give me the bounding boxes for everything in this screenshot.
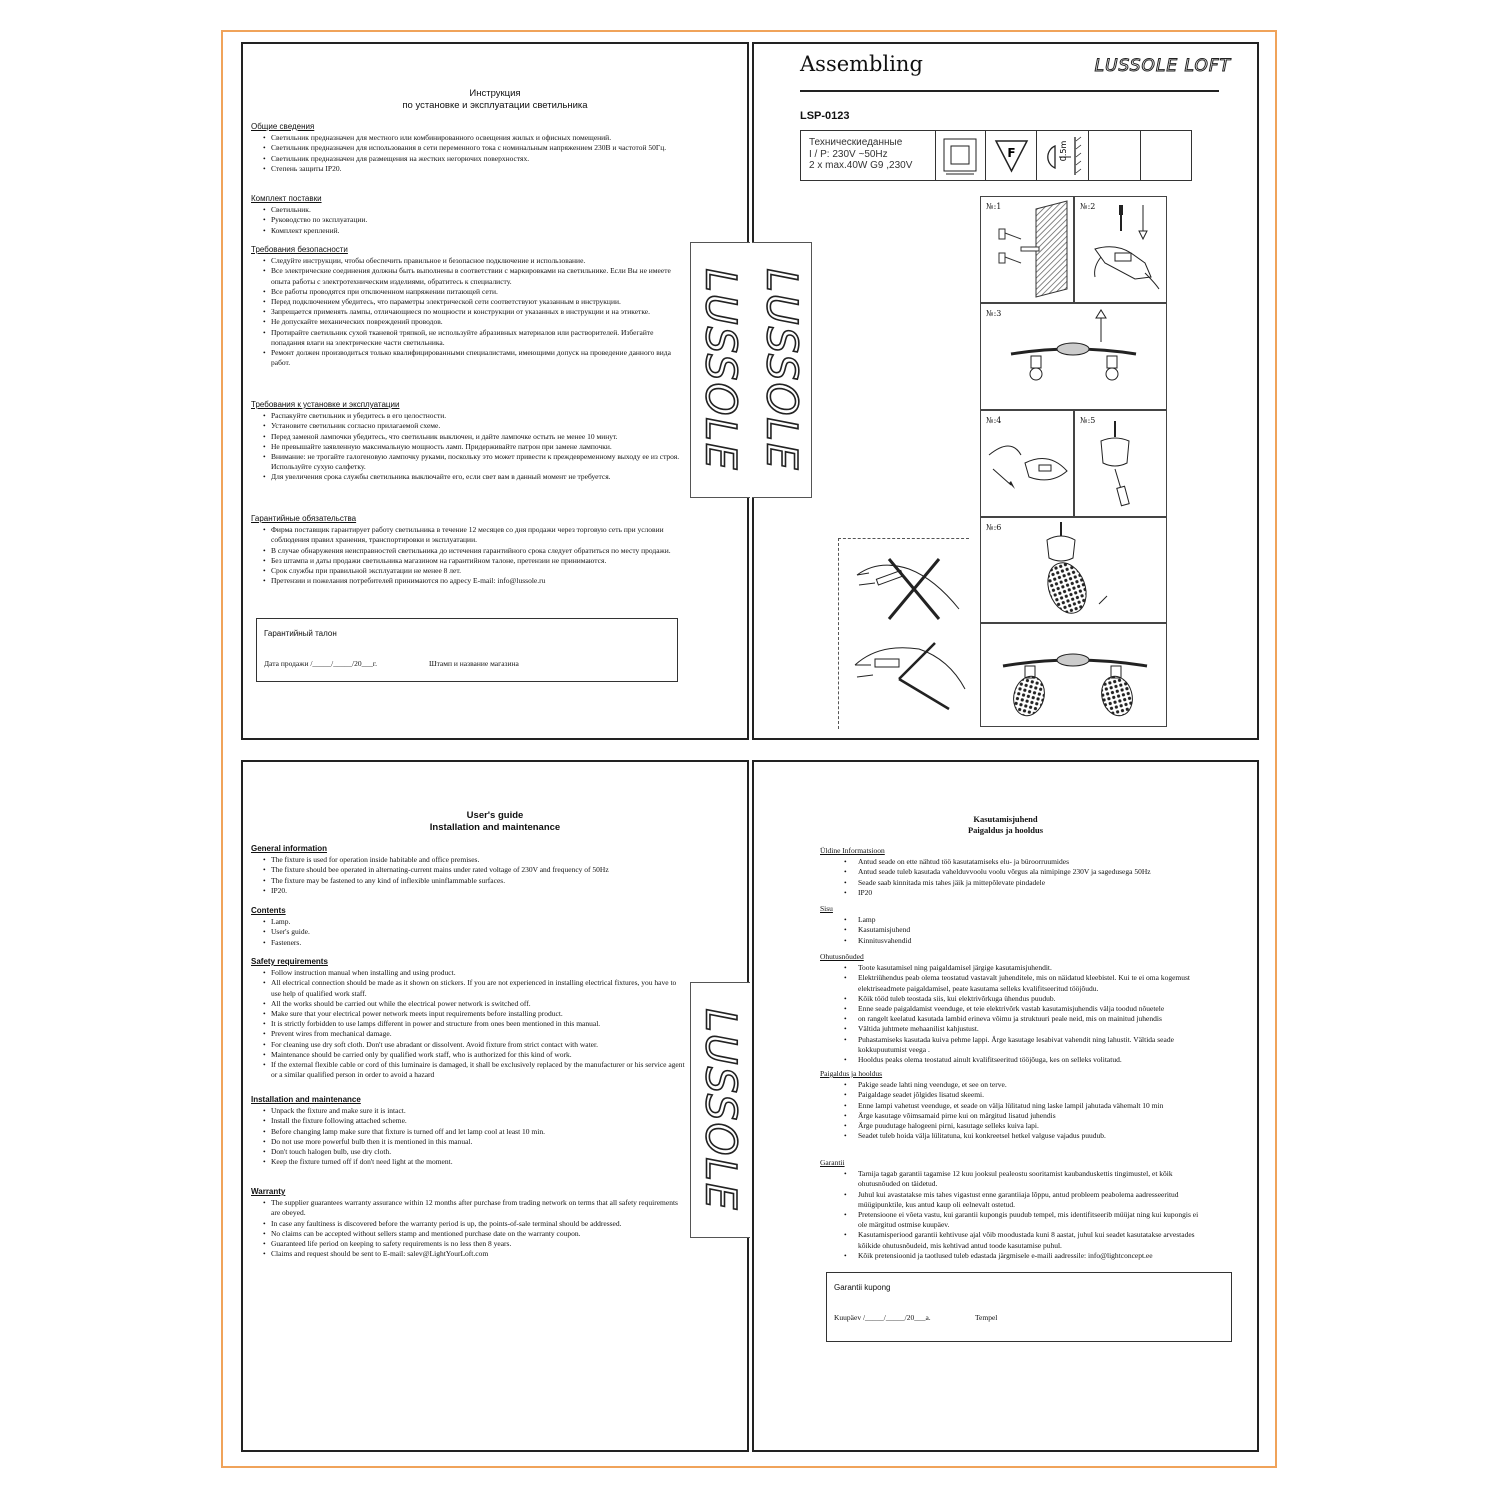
et-warranty-section xyxy=(820,1158,1205,1261)
en-contents-heading: Contents xyxy=(251,906,286,915)
list-item: • Внимание: не трогайте галогеновую лампочку руками, поскольку это может привести к преждевременному выходу ее из строя. Используйте сухую салфетку. xyxy=(251,452,685,472)
list-item: • Все работы проводятся при отключенном напряжении питающей сети. xyxy=(251,287,685,297)
list-item: • Juhul kui avastatakse mis tahes vigastust enne garantiiaja lõppu, antud probleem peabolema aadresseeritud müügipunktile, kus antud kaup oli eelnevalt ostetud. xyxy=(820,1190,1205,1210)
en-warranty-heading: Warranty xyxy=(251,1187,286,1196)
en-install-heading: Installation and maintenance xyxy=(251,1095,361,1104)
list-item: • User's guide. xyxy=(251,927,681,937)
estonian-instructions-panel xyxy=(752,760,1259,1452)
wall-mount-illustration xyxy=(981,197,1073,302)
bulb-insert-illustration xyxy=(1075,411,1166,516)
et-title-line1: Kasutamisjuhend xyxy=(973,814,1038,824)
list-item: • In case any faultiness is discovered before the warranty period is up, the points-of-sale terminal should be addressed. xyxy=(251,1219,685,1229)
en-general-heading: General information xyxy=(251,844,328,853)
ru-general-section xyxy=(251,122,681,174)
list-item: • Install the fixture following attached scheme. xyxy=(251,1116,685,1126)
assembled-fixture-diagram xyxy=(980,623,1167,727)
step-label: №:5 xyxy=(1080,416,1096,425)
title-divider xyxy=(800,90,1219,92)
en-title-line2: Installation and maintenance xyxy=(429,822,561,833)
step-5-diagram xyxy=(1074,410,1167,517)
list-item: • Kinnitusvahendid xyxy=(820,936,1191,946)
list-item: • Не допускайте механических повреждений проводов. xyxy=(251,317,685,327)
ru-warranty-section xyxy=(251,514,681,586)
step-label: №:3 xyxy=(986,309,1002,318)
list-item: • Toote kasutamisel ning paigaldamisel järgige kasutamisjuhendit. xyxy=(820,963,1205,973)
list-item: • Pretensioone ei võeta vastu, kui garantii kupongis puudub tempel, mis identifitseerib müüjat ning kui kupongis ei ole märgitud ostmise kuupäev. xyxy=(820,1210,1205,1230)
list-item: • Maintenance should be carried only by qualified work staff, who is authorized for this kind of work. xyxy=(251,1050,685,1060)
ru-install-heading: Требования к установке и эксплуатации xyxy=(251,400,400,409)
list-item: • Pakige seade lahti ning veenduge, et see on terve. xyxy=(820,1080,1205,1090)
list-item: • Протирайте светильник сухой тканевой тряпкой, не используйте абразивных материалов или растворителей. Избегайте попадания влаги на электрические части светильника. xyxy=(251,328,685,348)
list-item: • Не превышайте заявленную максимальную мощность ламп. Придерживайте патрон при замене лампочки. xyxy=(251,442,685,452)
en-title xyxy=(243,810,747,834)
distance-text: 0.5m xyxy=(1059,140,1068,162)
list-item: • Фирма поставщик гарантирует работу светильника в течение 12 месяцев со дня продажи через торговую сеть при условии соблюдения правил хранения, транспортировки и эксплуатации. xyxy=(251,525,681,545)
list-item: • Guaranteed life period on keeping to safety requirements is no less then 8 years. xyxy=(251,1239,685,1249)
ru-install-section xyxy=(251,400,685,483)
ru-coupon-stamp: Штамп и название магазина xyxy=(429,659,519,668)
list-item: • Don't touch halogen bulb, use dry cloth. xyxy=(251,1147,685,1157)
list-item: • Kõik pretensioonid ja taotlused tuleb edastada järgmisele e-maili aadressile: info@lightconcept.ee xyxy=(820,1251,1205,1261)
list-item: • For cleaning use dry soft cloth. Don't use abradant or dissolvent. Avoid fixture from strict contact with water. xyxy=(251,1040,685,1050)
list-item: • The fixture is used for operation inside habitable and office premises. xyxy=(251,855,681,865)
list-item: • Запрещается применять лампы, отличающиеся по мощности и конструкции от указанных в инструкции и на этикетке. xyxy=(251,307,685,317)
et-title xyxy=(754,814,1257,836)
list-item: • IP20 xyxy=(820,888,1191,898)
en-safety-section xyxy=(251,957,685,1080)
list-item: • IP20. xyxy=(251,886,681,896)
ru-contents-heading: Комплект поставки xyxy=(251,194,322,203)
et-title-line2: Paigaldus ja hooldus xyxy=(967,825,1044,835)
en-title-line1: User's guide xyxy=(466,810,524,821)
et-install-section xyxy=(820,1069,1205,1141)
list-item: • on rangelt keelatud kasutada lambid erineva võimu ja struktuuri peale neid, mis on mainitud juhendis xyxy=(820,1014,1205,1024)
list-item: • The fixture should bee operated in alternating-current mains under rated voltage of 230V and frequency of 50Hz xyxy=(251,865,681,875)
list-item: • Все электрические соединения должны быть выполнены в соответствии с маркировками на светильнике. Если Вы не имеете опыта работы с электротехническим изделиями, обратитесь к специалисту. xyxy=(251,266,685,286)
list-item: • Установите светильник согласно прилагаемой схеме. xyxy=(251,421,685,431)
bulb-removal-illustration xyxy=(981,411,1073,516)
english-instructions-panel xyxy=(241,760,749,1452)
list-item: • Before changing lamp make sure that fixture is turned off and let lamp cool at least 10 min. xyxy=(251,1127,685,1137)
hand-warning-illustration xyxy=(838,538,969,729)
list-item: • All the works should be carried out while the electrical power network is switched off. xyxy=(251,999,685,1009)
list-item: • Lamp xyxy=(820,915,1191,925)
en-contents-section xyxy=(251,906,681,948)
spec-text xyxy=(809,137,912,172)
list-item: • Elektriühendus peab olema teostatud vastavalt juhenditele, mis on näidatud kleebistel. Kui te ei oma kogemust elektriseadmete paigaldamisel, peate kasutama selleks kvalifitseeritud tööjõudu. xyxy=(820,973,1205,993)
et-warranty-coupon xyxy=(826,1272,1232,1342)
ru-contents-section xyxy=(251,194,681,236)
list-item: • Kasutamisperiood garantii kehtivuse ajal võib moodustada kuni 8 aastat, juhul kui seadet kasutatakse arvestades kõikide ohutusnõudeid, mis kehtivad antud toode kasutamise puhul. xyxy=(820,1230,1205,1250)
list-item: • Fasteners. xyxy=(251,938,681,948)
list-item: • Перед заменой лампочки убедитесь, что светильник выключен, и дайте лампочке остыть не менее 10 минут. xyxy=(251,432,685,442)
list-item: • Ärge kasutage võimsamaid pirne kui on märgitud lisatud juhendis xyxy=(820,1111,1205,1121)
et-warranty-heading: Garantii xyxy=(820,1158,845,1167)
et-contents-section xyxy=(820,904,1191,946)
assembly-title: Assembling xyxy=(800,52,923,76)
list-item: • If the external flexible cable or cord of this luminaire is damaged, it shall be exclusively replaced by the manufacturer or his service agent or a similar qualified person in order to avoid a hazard xyxy=(251,1060,685,1080)
list-item: • Для увеличения срока службы светильника выключайте его, если свет вам в данный момент не требуется. xyxy=(251,472,685,482)
list-item: • Paigaldage seadet jõlgides lisatud skeemi. xyxy=(820,1090,1205,1100)
list-item: • The supplier guarantees warranty assurance within 12 months after purchase from trading network on terms that all safety requirements are obeyed. xyxy=(251,1198,685,1218)
spec-empty-cell xyxy=(1140,131,1193,180)
list-item: • Ärge puudutage halogeeni pirni, kasutage selleks kuiva lapi. xyxy=(820,1121,1205,1131)
spec-empty-cell xyxy=(1088,131,1141,180)
list-item: • Claims and request should be sent to E-mail: salev@LightYourLoft.com xyxy=(251,1249,685,1259)
list-item: • Руководство по эксплуатации. xyxy=(251,215,681,225)
list-item: • It is strictly forbidden to use lamps different in power and structure from ones been mentioned in this manual. xyxy=(251,1019,685,1029)
list-item: • Antud seade on ette nähtud töö kasutatamiseks elu- ja büroorruumides xyxy=(820,857,1191,867)
ru-title-line2: по установке и эксплуатации светильника xyxy=(402,100,588,111)
list-item: • Светильник предназначен для местного или комбинированного освещения жилых и офисных помещений. xyxy=(251,133,681,143)
spec-line-title: Техническиеданные xyxy=(809,137,903,148)
step-label: №:1 xyxy=(986,202,1002,211)
list-item: • Do not use more powerful bulb then it is mentioned in this manual. xyxy=(251,1137,685,1147)
spec-line-voltage: I / P: 230V ~50Hz xyxy=(809,148,888,160)
et-coupon-title: Garantii kupong xyxy=(834,1283,891,1292)
ru-general-heading: Общие сведения xyxy=(251,122,315,131)
list-item: • Распакуйте светильник и убедитесь в его целостности. xyxy=(251,411,685,421)
et-contents-heading: Sisu xyxy=(820,904,833,913)
list-item: • Комплект креплений. xyxy=(251,226,681,236)
ru-safety-section xyxy=(251,245,685,368)
list-item: • Перед подключением убедитесь, что параметры электрической сети соответствуют указанным в инструкции. xyxy=(251,297,685,307)
list-item: • Lamp. xyxy=(251,917,681,927)
ru-title xyxy=(243,88,747,112)
list-item: • В случае обнаружения неисправностей светильника до истечения гарантийного срока следует обратиться по месту продажи. xyxy=(251,546,681,556)
ru-coupon-date: Дата продажи /_____/_____/20___г. xyxy=(264,659,377,668)
f-mark-icon xyxy=(985,131,1037,180)
list-item: • Unpack the fixture and make sure it is intact. xyxy=(251,1106,685,1116)
list-item: • Следуйте инструкции, чтобы обеспечить правильное и безопасное подключение и использование. xyxy=(251,256,685,266)
list-item: • Enne lampi vahetust veenduge, et seade on välja lülitatud ning laske lampil jahutada vähemalt 10 min xyxy=(820,1101,1205,1111)
class-ii-icon xyxy=(935,131,986,180)
list-item: • The fixture may be fastened to any kind of inflexible uninflammable surfaces. xyxy=(251,876,681,886)
brand-tab-text: LUSSOLE xyxy=(696,1008,745,1212)
ru-coupon-title: Гарантийный талон xyxy=(264,629,337,638)
list-item: • Follow instruction manual when installing and using product. xyxy=(251,968,685,978)
wiring-illustration xyxy=(1075,197,1166,302)
step-1-diagram xyxy=(980,196,1074,303)
brand-logo: LUSSOLE LOFT xyxy=(1094,56,1231,76)
ru-warranty-heading: Гарантийные обязательства xyxy=(251,514,357,523)
shade-install-illustration xyxy=(981,518,1166,622)
et-safety-section xyxy=(820,952,1205,1065)
list-item: • Kõik tööd tuleb teostada siis, kui elektrivõrkuga ühendus puudub. xyxy=(820,994,1205,1004)
et-coupon-stamp: Tempel xyxy=(975,1313,998,1322)
list-item: • Vältida juhtmete mehaanilist kahjustust. xyxy=(820,1024,1205,1034)
assembled-fixture-illustration xyxy=(981,624,1166,726)
list-item: • Без штампа и даты продажи светильника магазином на гарантийном талоне, претензии не принимаются. xyxy=(251,556,681,566)
list-item: • Prevent wires from mechanical damage. xyxy=(251,1029,685,1039)
step-label: №:4 xyxy=(986,416,1002,425)
list-item: • All electrical connection should be made as it shown on stickers. If you are not experienced in installing electrical fixtures, you have to use help of qualified work staff. xyxy=(251,978,685,998)
list-item: • Hooldus peaks olema teostatud ainult kvalifitseeritud tööjõuga, kes on selleks volitatud. xyxy=(820,1055,1205,1065)
step-3-diagram xyxy=(980,303,1167,410)
step-label: №:2 xyxy=(1080,202,1096,211)
brand-tab-text: LUSSOLE xyxy=(757,268,806,472)
step-6-diagram xyxy=(980,517,1167,623)
et-general-heading: Üldine Informatsioon xyxy=(820,846,885,855)
en-general-section xyxy=(251,844,681,896)
step-label: №:6 xyxy=(986,523,1002,532)
list-item: • Seade saab kinnitada mis tahes jäik ja mittepõlevate pindadele xyxy=(820,878,1191,888)
spec-line-lamps: 2 x max.40W G9 ,230V xyxy=(809,160,913,171)
en-warranty-section xyxy=(251,1187,685,1259)
list-item: • Светильник. xyxy=(251,205,681,215)
ru-safety-heading: Требования безопасности xyxy=(251,245,348,254)
step-4-diagram xyxy=(980,410,1074,517)
brand-tab-text: LUSSOLE xyxy=(696,268,745,472)
brand-tab xyxy=(752,242,812,498)
russian-instructions-panel xyxy=(241,42,749,740)
ru-warranty-coupon xyxy=(256,618,678,682)
assembly-panel xyxy=(752,42,1259,740)
distance-icon xyxy=(1036,131,1089,180)
spec-table xyxy=(800,130,1192,181)
list-item: • Antud seade tuleb kasutada vahelduvvoolu voolu võrgus ala nimipinge 230V ja sagedusega 50Hz xyxy=(820,867,1191,877)
f-mark-text: F xyxy=(1007,146,1016,160)
list-item: • Срок службы при правильной эксплуатации не менее 8 лет. xyxy=(251,566,681,576)
list-item: • Enne seade paigaldamist veenduge, et teie elektrivõrk vastab kasutamisjuhendis välja toodud nõuetele xyxy=(820,1004,1205,1014)
step-2-diagram xyxy=(1074,196,1167,303)
list-item: • Seadet tuleb hoida välja lülitatuna, kui konkreetsel hetkel valguse vajadus puudub. xyxy=(820,1131,1205,1141)
list-item: • Make sure that your electrical power network meets input requirements before installing product. xyxy=(251,1009,685,1019)
list-item: • Ремонт должен производиться только квалифицированными специалистами, имеющими допуск на проведение данного вида работ. xyxy=(251,348,685,368)
ru-title-line1: Инструкция xyxy=(469,88,521,99)
list-item: • Keep the fixture turned off if don't need light at the moment. xyxy=(251,1157,685,1167)
list-item: • Претензии и пожелания потребителей принимаются по адресу E-mail: info@lussole.ru xyxy=(251,576,681,586)
list-item: • Светильник предназначен для размещения на жестких негорючих поверхностях. xyxy=(251,154,681,164)
model-number: LSP-0123 xyxy=(800,110,850,122)
en-install-section xyxy=(251,1095,685,1167)
brand-tab xyxy=(690,242,750,498)
et-general-section xyxy=(820,846,1191,898)
fixture-mount-illustration xyxy=(981,304,1166,409)
et-install-heading: Paigaldus ja hooldus xyxy=(820,1069,883,1078)
list-item: • No claims can be accepted without sellers stamp and mentioned purchase date on the warranty coupon. xyxy=(251,1229,685,1239)
list-item: • Kasutamisjuhend xyxy=(820,925,1191,935)
list-item: • Светильник предназначен для использования в сети переменного тока с номинальным напряжением 230В и частотой 50Гц. xyxy=(251,143,681,153)
list-item: • Puhastamiseks kasutada kuiva pehme lappi. Ärge kasutage lesabivat vahendit ning lahustit. Vältida seade kokkupuutumist veega . xyxy=(820,1035,1205,1055)
list-item: • Степень защиты IP20. xyxy=(251,164,681,174)
list-item: • Tarnija tagab garantii tagamise 12 kuu jooksul pealeostu sooritamist kaubanduskettis tingimustel, et kõik ohutusnõuded on täidetud. xyxy=(820,1169,1205,1189)
brand-tab xyxy=(690,982,750,1238)
et-safety-heading: Ohutusnõuded xyxy=(820,952,864,961)
et-coupon-date: Kuupäev /_____/_____/20___a. xyxy=(834,1313,931,1322)
en-safety-heading: Safety requirements xyxy=(251,957,328,966)
